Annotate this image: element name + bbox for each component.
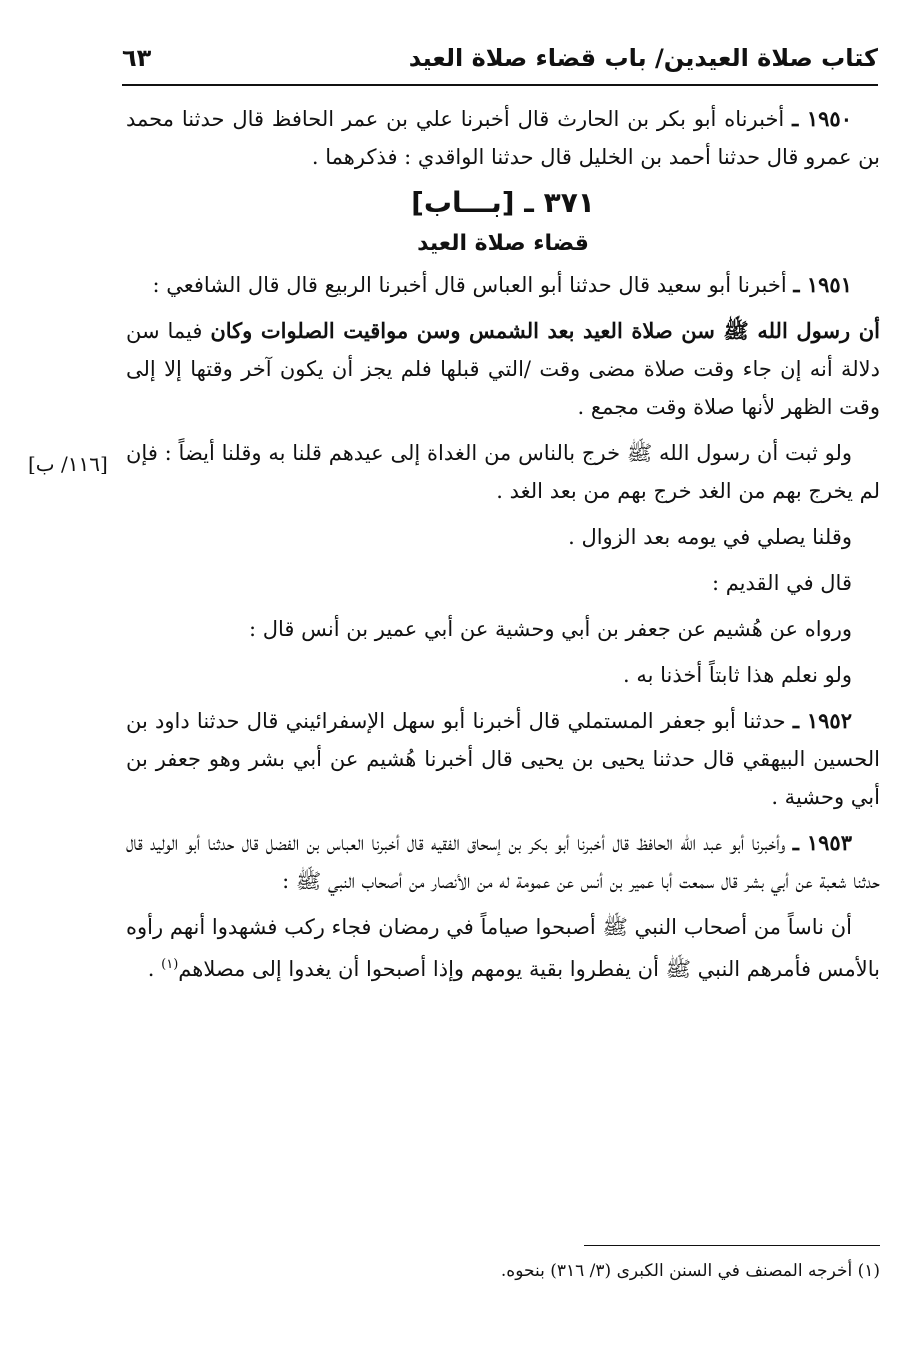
- quote-paragraph: [126, 312, 880, 426]
- hadith-number: ١٩٥٠ ـ: [792, 106, 852, 131]
- paragraph: ولو ثبت أن رسول الله ﷺ خرج بالناس من الغداة إلى عيدهم قلنا به وقلنا أيضاً : فإن لم يخرج بهم من الغد خرج بهم من بعد الغد .: [126, 441, 880, 503]
- hadith-number: ١٩٥٣ ـ: [792, 830, 852, 855]
- hadith-number: ١٩٥٢ ـ: [792, 708, 852, 733]
- paragraph-text: أن ناساً من أصحاب النبي ﷺ أصبحوا صياماً في رمضان فجاء ركب فشهدوا أنهم رأوه بالأمس فأمرهم النبي ﷺ أن يفطروا بقية يومهم وإذا أصبحوا أن يغدوا إلى مصلاهم: [126, 915, 880, 981]
- chapter-subheading: قضاء صلاة العيد: [417, 231, 589, 256]
- quote-text: فيما سن دلالة أنه إن جاء وقت صلاة مضى وقت /التي قبلها فلم يجز أن يكون آخر وقتها إلا إلى وقت الظهر لأنها صلاة وقت مجمع .: [126, 319, 880, 419]
- hadith-1952: [126, 702, 880, 816]
- footnote-ref: (١): [161, 957, 179, 972]
- page-body: [126, 100, 880, 988]
- hadith-1953: [126, 824, 880, 900]
- paragraph: ولو نعلم هذا ثابتاً أخذنا به .: [623, 663, 852, 687]
- header-title: كتاب صلاة العيدين/ باب قضاء صلاة العيد: [408, 44, 878, 72]
- paragraph: وقلنا يصلي في يومه بعد الزوال .: [568, 525, 852, 549]
- hadith-text: وأخبرنا أبو عبد الله الحافظ قال أخبرنا أبو بكر بن إسحاق الفقيه قال أخبرنا العباس بن الفضل قال حدثنا أبو الوليد قال حدثنا شعبة عن أبي بشر قال سمعت أبا عمير بن أنس عن عمومة له من الأنصار من أصحاب النبي ﷺ :: [126, 831, 880, 893]
- hadith-number: ١٩٥١ ـ: [793, 272, 852, 297]
- hadith-1951: [126, 266, 880, 304]
- quote-bold-text: أن رسول الله ﷺ سن صلاة العيد بعد الشمس وسن مواقيت الصلوات وكان: [210, 318, 880, 343]
- footnote-divider: [584, 1245, 880, 1246]
- chapter-heading: ٣٧١ ـ [بـــاب]: [411, 186, 595, 219]
- page-number: ٦٣: [122, 44, 152, 72]
- hadith-text: أخبرنا أبو سعيد قال حدثنا أبو العباس قال أخبرنا الربيع قال قال الشافعي :: [152, 273, 787, 297]
- hadith-1950: [126, 100, 880, 176]
- hadith-text: أخبرناه أبو بكر بن الحارث قال أخبرنا علي بن عمر الحافظ قال حدثنا محمد بن عمرو قال حدثنا أحمد بن الخليل قال حدثنا الواقدي : فذكرهما .: [126, 107, 880, 169]
- running-header: [122, 32, 878, 86]
- paragraph: ورواه عن هُشيم عن جعفر بن أبي وحشية عن أبي عمير بن أنس قال :: [248, 617, 852, 641]
- margin-folio-note: [١١٦/ ب]: [28, 452, 108, 476]
- paragraph-end: .: [147, 957, 162, 981]
- hadith-text: حدثنا أبو جعفر المستملي قال أخبرنا أبو سهل الإسفرائيني قال حدثنا داود بن الحسين البيهقي قال حدثنا يحيى بن يحيى قال أخبرنا هُشيم عن أبي بشر وهو جعفر بن أبي وحشية .: [126, 709, 880, 809]
- paragraph: [126, 908, 880, 988]
- footnote: (١) أخرجه المصنف في السنن الكبرى (٣/ ٣١٦) بنحوه.: [500, 1261, 880, 1281]
- paragraph: قال في القديم :: [711, 571, 852, 595]
